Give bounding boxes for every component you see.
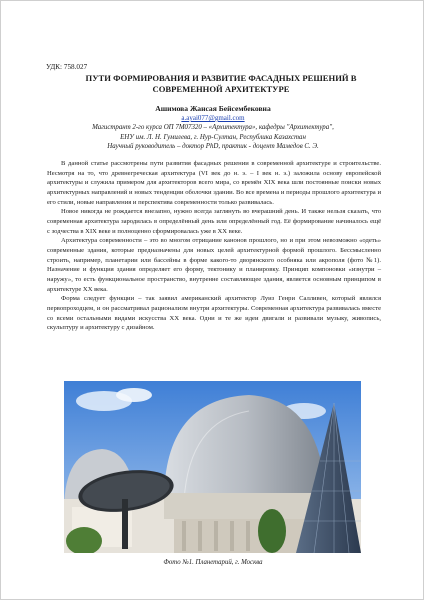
paragraph: В данной статье рассмотрены пути развития фасадных решении в современной архитектуре и строительстве. Несмотря на то, что древнегреческая архитектура (VI век до н. э. – I век н. э.) заложила основу европейской архитектуры и служила примером для архитекторов всего мира, со времён XIX века шли постоянные поиски новых архитектурных направлений и новых тенденции оболочки здании. Во все времена и периоды прошлого архитектура и его стили, новые направления и перспектива современности только развивалась. bbox=[47, 160, 381, 206]
paragraph: Архитектура современности – это во многом отрицание канонов прошлого, но и при этом невозможно «одеть» современные здания, которые предназначены для новых целей архитектурной формой прошлого. Бессмысленно строить, например, планетарии или бассейны в форме какого-то дворянского особняка или акрополя (фото №1). Назначение и функция здания определяет его форму, тектонику и планировку. Принцип компоновки «изнутри – наружу», то есть функциональное пространство, внутренне составляющее здания, является основным принципом в архитектуре XX века. bbox=[47, 237, 381, 293]
author-email-link[interactable]: a.ayai077@gmail.com bbox=[181, 114, 245, 122]
article-body bbox=[47, 159, 381, 333]
affiliation-line: Магистрант 2-го курса ОП 7М07320 – «Архитектура», кафедры "Архитектура", bbox=[92, 124, 334, 131]
figure-caption: Фото №1. Планетарий, г. Москва bbox=[163, 559, 263, 566]
affiliation-line: ЕНУ им. Л. Н. Гумилева, г. Нур-Султан, Республика Казахстан bbox=[120, 133, 306, 141]
paragraph: Форма следует функции – так заявил американский архитектор Луиз Генри Салливен, который являлся первопроходцем, и он рассматривал рационализм внутри архитектуры. Современная архитектура развивалась вместе со всеми остальными видами искусства XX века. Одни и те же идеи двигали и развивали музыку, живопись, скульптуру и архитектуру с дизайном. bbox=[47, 295, 381, 332]
author-affiliation bbox=[1, 123, 424, 152]
article-title: ПУТИ ФОРМИРОВАНИЯ И РАЗВИТИЕ ФАСАДНЫХ РЕШЕНИЙ В СОВРЕМЕННОЙ АРХИТЕКТУРЕ bbox=[85, 73, 357, 94]
paragraph: Новое никогда не рождается внезапно, нужно всегда заглянуть во вчерашний день. И также нельзя сказать, что современная архитектура зародилась в определённый день или определённый год. Её формирование начиналось ещё с зодчества в XIX веке и полноценно сформировалась уже в XX веке. bbox=[47, 208, 381, 235]
udk-code: УДК: 758.027 bbox=[46, 63, 88, 71]
author-name: Ашимова Жансая Бейсембековна bbox=[155, 104, 271, 113]
planetarium-photo bbox=[64, 381, 361, 553]
affiliation-line: Научный руководитель – доктор PhD, практик - доцент Мамедов С. Э. bbox=[107, 143, 319, 151]
